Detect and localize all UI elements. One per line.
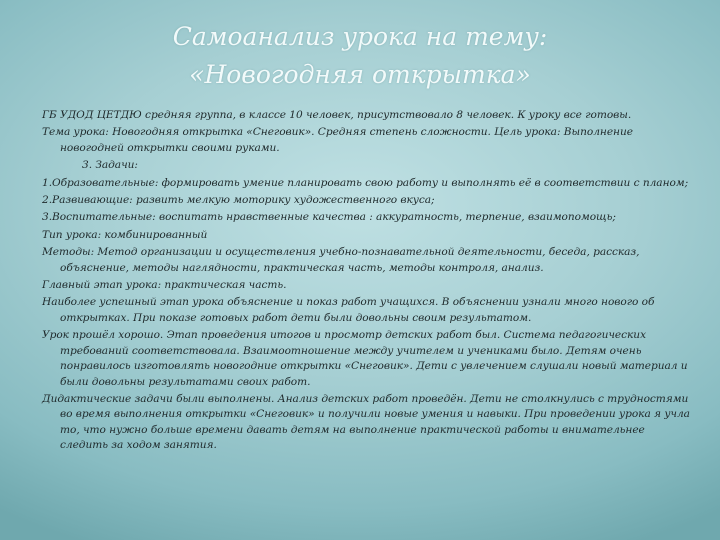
slide-body (42, 108, 692, 456)
slide-title (0, 18, 720, 94)
paragraph-institution: ГБ УДОД ЦЕТДЮ средняя группа, в классе 10 человек, присутствовало 8 человек. К уроку все готовы. (42, 109, 632, 121)
title-line-1: Самоанализ урока на тему: (172, 22, 548, 51)
paragraph-upbringing-task: 3.Воспитательные: воспитать нравственные качества : аккуратность, терпение, взаимопомощь; (42, 211, 616, 224)
paragraph-topic: Тема урока: Новогодняя открытка «Снеговик». Средняя степень сложности. Цель урока: Выполнение новогодней открытки своими руками. (42, 126, 633, 154)
paragraph-tasks-heading: 3. Задачи: (82, 159, 138, 172)
title-line-2: «Новогодняя открытка» (189, 60, 531, 89)
paragraph-lesson-result: Урок прошёл хорошо. Этап проведения итогов и просмотр детских работ был. Система педагогических требований соответствовала. Взаимоотношение между учителем и учениками было. Детям очень понравилось изготовлять новогодние открытки «Снеговик». Дети с увлечением слушали новый материал и были довольны результатами своих работ. (42, 329, 688, 388)
paragraph-methods: Методы: Метод организации и осуществления учебно-познавательной деятельности, беседа, рассказ, объяснение, методы наглядности, практическая часть, методы контроля, анализ. (42, 246, 640, 274)
paragraph-successful-stage: Наиболее успешный этап урока объяснение и показ работ учащихся. В объяснении узнали много нового об открытках. При показе готовых работ дети были довольны своим результатом. (42, 296, 655, 324)
paragraph-main-stage: Главный этап урока: практическая часть. (42, 279, 287, 292)
paragraph-didactic-tasks: Дидактические задачи были выполнены. Анализ детских работ проведён. Дети не столкнулись с трудностями во время выполнения открытки «Снеговик» и получили новые умения и навыки. При проведении урока я учла то, что нужно больше времени давать детям на выполнение практической работы и внимательнее следить за ходом занятия. (42, 392, 690, 452)
paragraph-developmental-task: 2.Развивающие: развить мелкую моторику художественного вкуса; (42, 194, 435, 207)
paragraph-lesson-type: Тип урока: комбинированный (42, 228, 208, 241)
paragraph-educational-task: 1.Образовательные: формировать умение планировать свою работу и выполнять её в соответствии с планом; (42, 176, 689, 189)
